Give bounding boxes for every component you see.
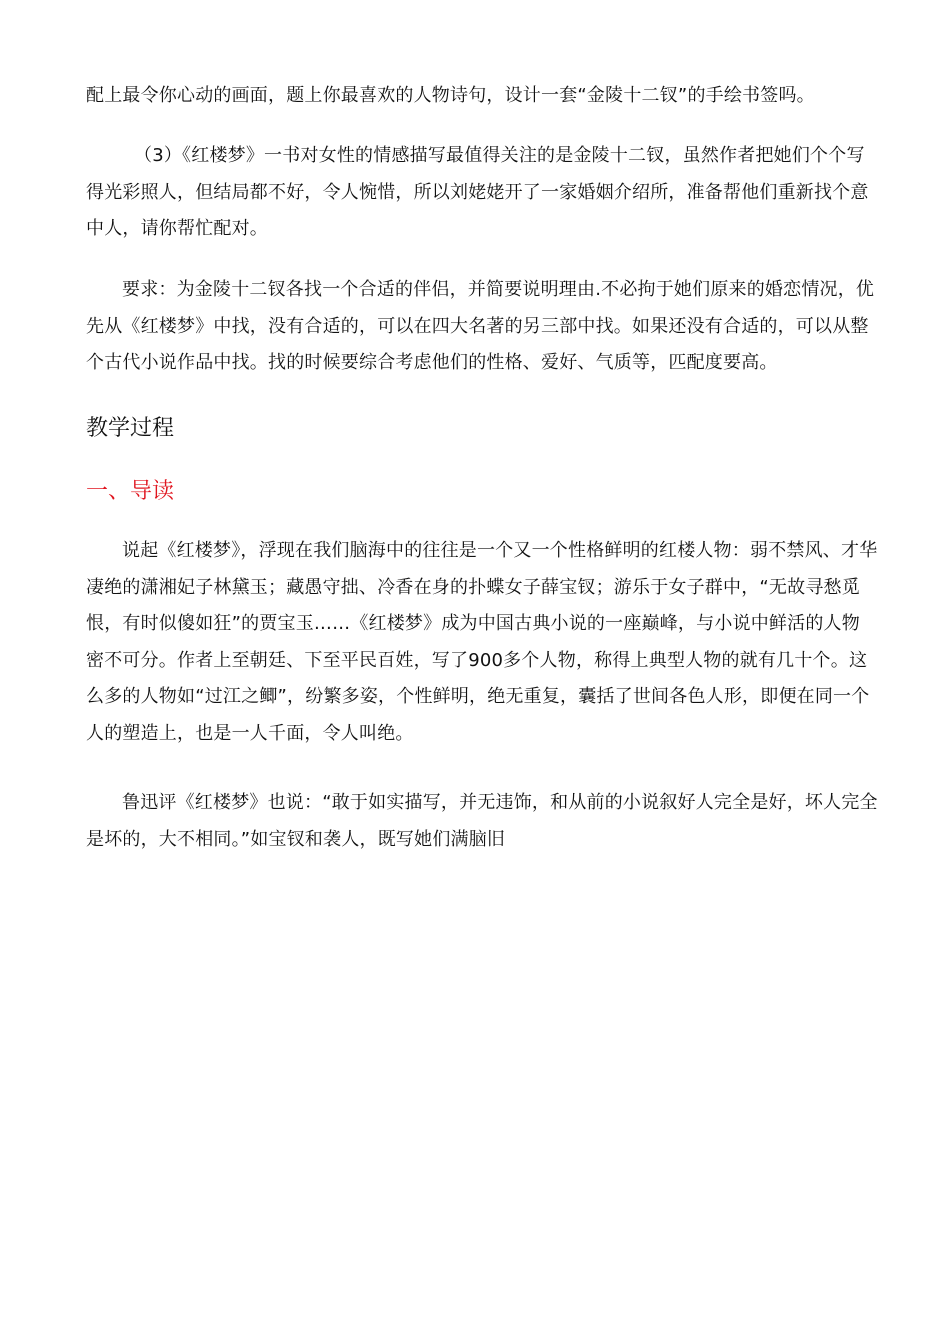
paragraph-luxun-comment: 鲁迅评《红楼梦》也说：“敢于如实描写，并无违饰，和从前的小说叙好人完全是好，坏人完全是坏的，大不相同。”如宝钗和袭人，既写她们满脑旧 — [86, 792, 878, 850]
section-title: 教学过程 — [86, 416, 175, 441]
subsection-title: 一、导读 — [86, 479, 175, 504]
paragraph-intro-end: 配上最令你心动的画面，题上你最喜欢的人物诗句，设计一套“金陵十二钗”的手绘书签吗。 — [86, 85, 815, 106]
paragraph-reading-intro: 说起《红楼梦》，浮现在我们脑海中的往往是一个又一个性格鲜明的红楼人物：弱不禁风、才华凄绝的潇湘妃子林黛玉；藏愚守拙、冷香在身的扑蝶女子薛宝钗；游乐于女子群中，“无故寻愁觅恨，有时似傻如狂”的贾宝玉……《红楼梦》成为中国古典小说的一座巅峰，与小说中鲜活的人物密不可分。作者上至朝廷、下至平民百姓，写了900多个人物，称得上典型人物的就有几十个。这么多的人物如“过江之鲫”，纷繁多姿，个性鲜明，绝无重复，囊括了世间各色人形，即便在同一个人的塑造上，也是一人千面，令人叫绝。 — [86, 540, 878, 744]
paragraph-task-3: （3）《红楼梦》一书对女性的情感描写最值得关注的是金陵十二钗，虽然作者把她们个个写得光彩照人，但结局都不好，令人惋惜，所以刘姥姥开了一家婚姻介绍所，准备帮他们重新找个意中人，请你帮忙配对。 — [86, 145, 869, 239]
paragraph-requirement: 要求：为金陵十二钗各找一个合适的伴侣，并简要说明理由.不必拘于她们原来的婚恋情况，优先从《红楼梦》中找，没有合适的，可以在四大名著的另三部中找。如果还没有合适的，可以从整个古代小说作品中找。找的时候要综合考虑他们的性格、爱好、气质等，匹配度要高。 — [86, 279, 875, 373]
